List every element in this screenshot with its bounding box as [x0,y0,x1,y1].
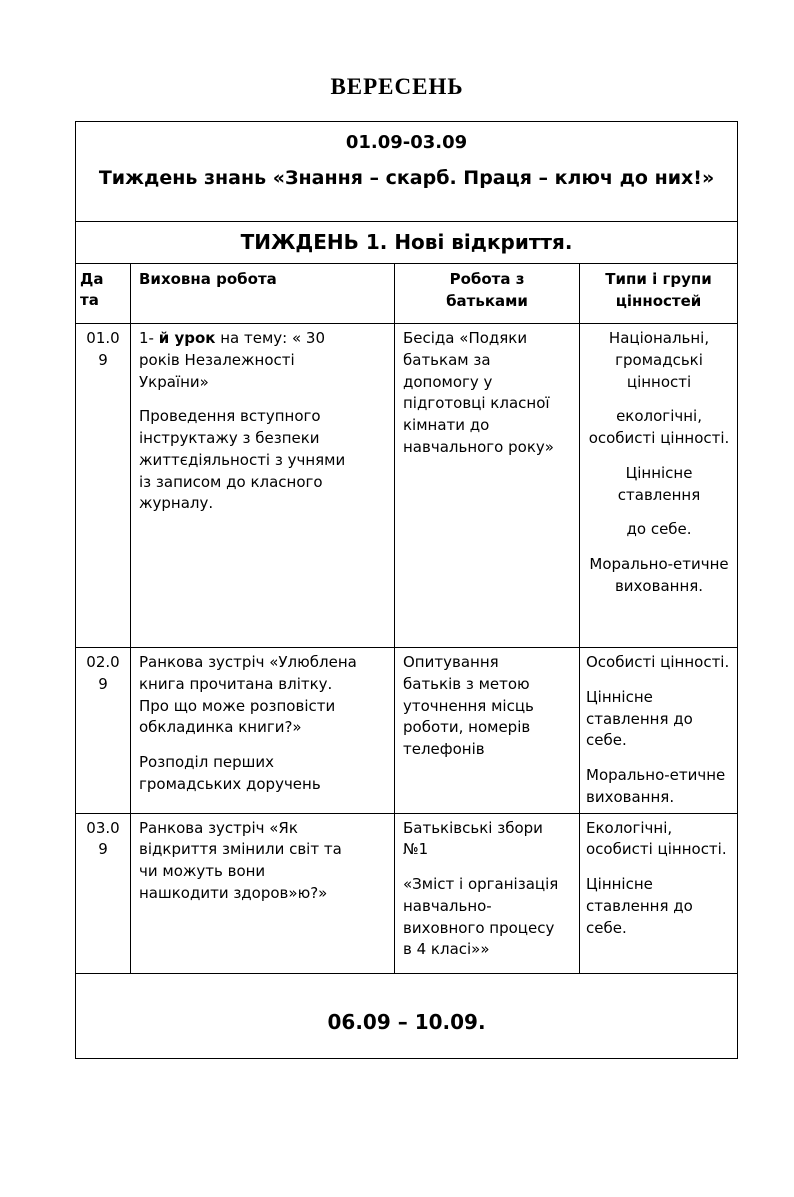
work-text: на тему: « 30 років Незалежності України» [139,329,326,391]
parents-paragraph: Бесіда «Подяки батькам за допомогу у підготовці класної кімнати до навчального року» [403,329,554,456]
values-paragraph: Ціннісне ставлення до себе. [586,875,693,937]
column-header-values-label: Типи і групи цінностей [605,270,712,310]
values-paragraph: Ціннісне ставлення до себе. [586,687,693,750]
page-title: ВЕРЕСЕНЬ [330,74,464,99]
column-header-parents-label: Робота з батьками [446,270,528,310]
work-paragraph: Проведення вступного інструктажу з безпеки життєдіяльності з учнями із записом до класного журналу. [139,407,346,513]
values-cell [580,324,738,648]
date-cell [76,324,131,648]
column-header-row [76,264,738,324]
date-value: 01.09 [86,329,120,369]
values-paragraph: Морально-етичне виховання. [589,555,729,595]
date-cell [76,813,131,973]
table-row-01-09 [76,324,738,648]
date-cell [76,648,131,814]
column-header-parents [395,264,580,324]
week-date-range: 01.09-03.09 [345,132,468,153]
parents-cell [395,648,580,814]
work-text-bold: й урок [158,329,216,347]
parents-cell [395,813,580,973]
next-week-row [76,973,738,1058]
values-paragraph: Особисті цінності. [586,653,730,671]
work-cell [131,813,395,973]
values-cell [580,813,738,973]
parents-cell [395,324,580,648]
week-title-cell: ТИЖДЕНЬ 1. Нові відкриття. [76,222,738,264]
column-header-date [76,264,131,324]
table-row-02-09 [76,648,738,814]
values-paragraph: Морально-етичне виховання. [586,766,726,806]
column-header-work: Виховна робота [131,264,395,324]
work-cell [131,324,395,648]
work-text: 1- [139,329,159,347]
values-cell [580,648,738,814]
next-week-cell: 06.09 – 10.09. [76,973,738,1058]
work-paragraph: Ранкова зустріч «Улюблена книга прочитана влітку. Про що може розповісти обкладинка книги?» [139,653,357,737]
week-title-row [76,222,738,264]
parents-paragraph: Опитування батьків з метою уточнення місць роботи, номерів телефонів [403,653,534,758]
values-paragraph: Національні, громадські цінності [608,329,710,391]
column-header-values [580,264,738,324]
parents-paragraph: «Зміст і організація навчально-виховного процесу в 4 класі»» [403,875,559,959]
work-cell [131,648,395,814]
work-paragraph: Ранкова зустріч «Як відкриття змінили світ та чи можуть вони нашкодити здоров»ю?» [139,818,342,902]
values-paragraph: Ціннісне ставлення [617,463,701,504]
parents-paragraph: Батьківські збори №1 [403,818,543,859]
values-paragraph: до себе. [626,520,692,539]
september-plan-table [75,121,738,1059]
week-header-cell [76,122,738,222]
week-header-row [76,122,738,222]
values-paragraph: Екологічні, особисті цінності. [586,818,727,859]
column-header-date-label: Дата [80,270,104,309]
work-paragraph: Розподіл перших громадських доручень [139,753,321,793]
values-paragraph: екологічні, особисті цінності. [588,407,730,447]
work-paragraph [139,328,358,393]
date-value: 03.09 [86,818,120,859]
table-row-03-09 [76,813,738,973]
date-value: 02.09 [86,653,120,693]
week-theme: Тиждень знань «Знання – скарб. Праця – ключ до них!» [98,167,715,190]
